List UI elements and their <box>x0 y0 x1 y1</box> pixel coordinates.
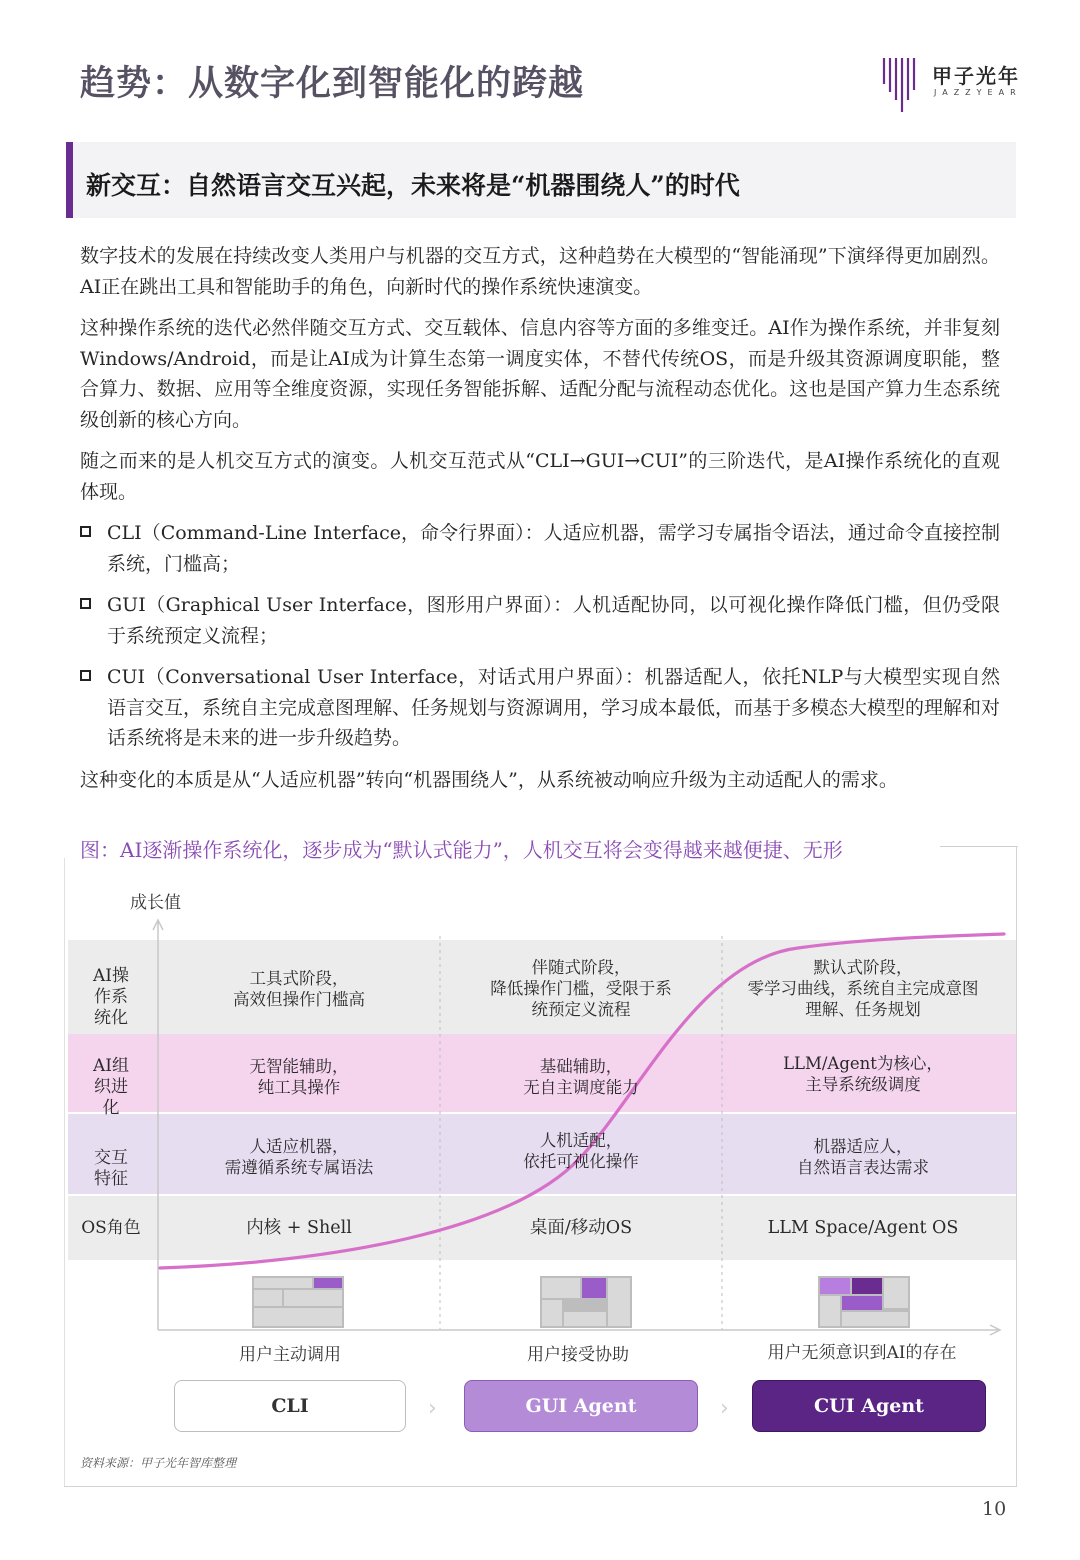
stage-gui-agent-badge: GUI Agent <box>464 1380 698 1432</box>
cell-ai-os-cli: 工具式阶段， 高效但操作门槛高 <box>233 969 365 1009</box>
cell-ai-os-gui: 伴随式阶段， 降低操作门槛，受限于系统预定义流程 <box>490 958 672 1019</box>
bullet-gui-text: GUI（Graphical User Interface，图形用户界面）：人机适配协同，以可视化操作降低门槛，但仍受限于系统预定义流程； <box>107 594 1000 647</box>
x-caption-cui: 用户无须意识到AI的存在 <box>767 1343 957 1363</box>
bullet-cui-text: CUI（Conversational User Interface，对话式用户界面）：机器适配人，依托NLP与大模型实现自然语言交互，系统自主完成意图理解、任务规划与资源调用，学习成本最低，而基于多模态大模型的理解和对话系统将是未来的进一步升级趋势。 <box>107 666 1001 749</box>
source-note: 资料来源：甲子光年智库整理 <box>80 1456 237 1470</box>
logo-text-cn: 甲子光年 <box>932 64 1020 88</box>
page-title: 趋势：从数字化到智能化的跨越 <box>80 63 585 104</box>
x-caption-cli: 用户主动调用 <box>239 1345 341 1365</box>
figure-title: 图：AI逐渐操作系统化，逐步成为“默认式能力”，人机交互将会变得越来越便捷、无形 <box>80 834 857 863</box>
y-axis-label: 成长值 <box>130 893 181 913</box>
paragraph-1: 数字技术的发展在持续改变人类用户与机器的交互方式，这种趋势在大模型的“智能涌现”下演绎得更加剧烈。AI正在跳出工具和智能助手的角色，向新时代的操作系统快速演变。 <box>80 245 1000 298</box>
row-label-os-role-text: OS角色 <box>81 1218 141 1238</box>
row-label-ai-org <box>70 1056 152 1119</box>
cell-os-role-cui: LLM Space/Agent OS <box>767 1218 959 1238</box>
cell-ai-os-cui: 默认式阶段， 零学习曲线，系统自主完成意图理解、任务规划 <box>747 958 979 1019</box>
paragraph-2: 这种操作系统的迭代必然伴随交互方式、交互载体、信息内容等方面的多维变迁。AI作为操作系统，并非复刻Windows/Android，而是让AI成为计算生态第一调度实体，不替代传统OS，而是升级其资源调度职能，整合算力、数据、应用等全维度资源，实现任务智能拆解、适配分配与流程动态优化。这也是国产算力生态系统级创新的核心方向。 <box>80 317 1000 431</box>
chevron-right-icon: › <box>428 1396 437 1421</box>
cell-interaction-cli: 人适应机器， 需遵循系统专属语法 <box>224 1137 374 1177</box>
cell-ai-org-cui: LLM/Agent为核心， 主导系统级调度 <box>783 1054 943 1094</box>
cell-os-role-gui: 桌面/移动OS <box>529 1218 633 1238</box>
logo-text-en: JAZZYEAR <box>934 88 1022 97</box>
row-label-interaction-text: 交互特征 <box>94 1148 128 1189</box>
cell-interaction-cui: 机器适应人， 自然语言表达需求 <box>797 1137 929 1177</box>
gui-window-icon <box>540 1276 632 1328</box>
cell-ai-org-cli: 无智能辅助， 纯工具操作 <box>249 1057 349 1097</box>
cell-interaction-gui: 人机适配， 依托可视化操作 <box>523 1131 639 1171</box>
cell-ai-org-gui: 基础辅助， 无自主调度能力 <box>523 1057 639 1097</box>
page-number: 10 <box>982 1498 1007 1520</box>
row-label-ai-os <box>70 966 152 1029</box>
cell-os-role-cli: 内核 + Shell <box>246 1218 352 1238</box>
section-title: 新交互：自然语言交互兴起，未来将是“机器围绕人”的时代 <box>86 171 740 200</box>
paragraph-4: 这种变化的本质是从“人适应机器”转向“机器围绕人”，从系统被动响应升级为主动适配人的需求。 <box>80 769 898 791</box>
x-caption-gui: 用户接受协助 <box>527 1345 629 1365</box>
paragraph-3: 随之而来的是人机交互方式的演变。人机交互范式从“CLI→GUI→CUI”的三阶迭代，是AI操作系统化的直观体现。 <box>80 450 1000 503</box>
stage-cli-badge: CLI <box>174 1380 406 1432</box>
bullet-cli-text: CLI（Command-Line Interface，命令行界面）：人适应机器，需学习专属指令语法，通过命令直接控制系统，门槛高； <box>107 522 1000 575</box>
chevron-right-icon: › <box>720 1396 729 1421</box>
row-label-ai-os-text: AI操作系统化 <box>93 966 129 1028</box>
cui-window-icon <box>818 1276 910 1328</box>
row-label-os-role <box>70 1218 152 1239</box>
cli-window-icon <box>252 1276 344 1328</box>
row-label-ai-org-text: AI组织进化 <box>93 1056 129 1118</box>
row-label-interaction <box>70 1148 152 1190</box>
stage-cui-agent-badge: CUI Agent <box>752 1380 986 1432</box>
